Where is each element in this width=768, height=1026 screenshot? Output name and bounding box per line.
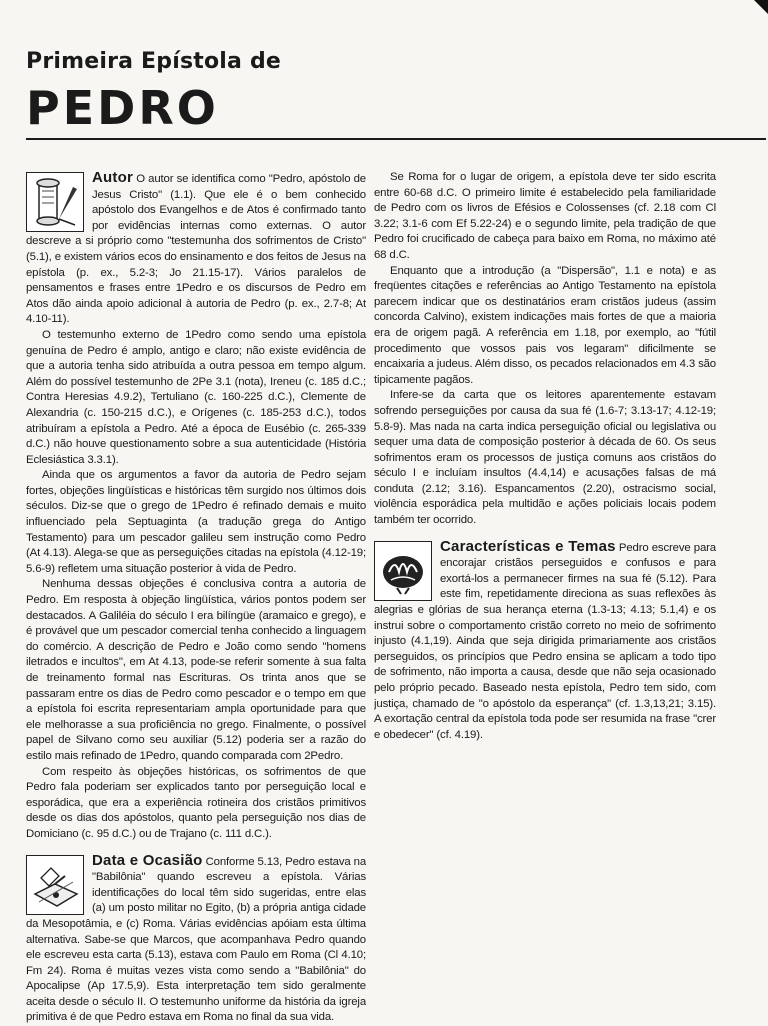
autor-paragraph-2: O testemunho externo de 1Pedro como sendo uma epístola genuína de Pedro é amplo, antigo e claro; não existe evidência de que a autoria tenha sido atribuída a outra pessoa em tempo algum. Além do possível testemunho de 2Pe 3.1 (nota), Ireneu (c. 185 d.C.; Contra Heresias 4.9.2), Tertuliano (c. 160-225 d.C.), Clemente de Alexandria (c. 150-215 d.C.), e Orígenes (c. 185-253 d.C.), todos atribuíram a epístola a Pedro. Até a época de Eusébio (c. 265-339 d.C.) não houve questionamento sobre a sua autenticidade (História Eclesiástica 3.3.1).: [26, 328, 366, 466]
caracteristicas-lead: Pedro escreve para encorajar cristãos perseguidos e confusos e para exortá-los a permanecer firmes na sua fé (5.12). Para este fim, repetidamente direciona as suas reflexões às alegrias e glórias de sua herança eterna (1.3-13; 4.13; 5.1,4) e os instrui sobre o comportamento cristão correto no meio de sofrimento injusto (4.1,19). Ainda que seja dirigida primariamente aos cristãos perseguidos, os princípios que Pedro ensina se aplicam a todo tipo de sofrimento, não importa a causa, desde que não seja ocasionado pelo próprio pecado. Baseado nesta epístola, Pedro tem sido, com justiça, chamado de "o apóstolo da esperança" (cf. 1.3,13,21; 3.15). A exortação central da epístola toda pode ser resumida na frase "crer e obedecer" (cf. 4.19).: [374, 541, 716, 741]
book-title: PEDRO: [26, 81, 219, 135]
section-data: [26, 853, 366, 1026]
section-title-autor: Autor: [92, 170, 133, 186]
page-corner-mark: [754, 0, 768, 14]
header-rule: [26, 138, 766, 140]
right-column: [374, 170, 716, 743]
autor-paragraph-1: O autor se identifica como "Pedro, apóstolo de Jesus Cristo" (1.1). Que ele é o bem conhecido apóstolo dos Evangelhos e de Atos é confirmado tanto por evidências internas como externas. O autor descreve a si próprio como "testemunha dos sofrimentos de Cristo" (5.1), e existem vários ecos do ensinamento e dos feitos de Jesus na epístola (p. ex., 5.2-3; Jo 21.15-17). Vários paralelos de pensamentos e frases entre 1Pedro e os discursos de Pedro em Atos dão ainda apoio adicional à autoria de Pedro (p. ex., 2.7-8; At 4.10-11).: [26, 173, 366, 326]
hourglass-sundial-icon: [26, 855, 84, 915]
autor-paragraph-3: Ainda que os argumentos a favor da autoria de Pedro sejam fortes, objeções lingüísticas e históricas têm surgido nos últimos dois séculos. Diz-se que o grego de 1Pedro é refinado demais e muito influenciado pela Septuaginta (a tradução grega do Antigo Testamento) para um pescador galileu sem instrução como Pedro (At 4.13). Alega-se que as perseguições citadas na epístola (4.12-19; 5.6-9) refletem uma situação posterior à vida de Pedro.: [26, 469, 366, 575]
section-title-caracteristicas: Características e Temas: [440, 538, 616, 555]
book-subtitle: Primeira Epístola de: [26, 49, 282, 74]
left-column: [26, 170, 366, 1026]
autor-paragraph-4: Nenhuma dessas objeções é conclusiva contra a autoria de Pedro. Em resposta à objeção lingüística, vários pontos podem ser destacados. A Galiléia do século I era bilíngüe (aramaico e grego), e é provável que um pescador comercial tenha conhecido a linguagem do comércio. A descrição de Pedro e João como sendo "homens iletrados e incultos", em At 4.13, pode-se referir somente à sua falta de treinamento formal nas Escrituras. Os trinta anos que se passaram entre os dias de Pedro como pescador e o tempo em que a epístola foi escrita representariam ampla oportunidade para que ele melhorasse a sua proficiência no grego. Finalmente, o possível papel de Silvano como seu auxiliar (5.12) poderia ser a razão do estilo mais refinado de 1Pedro, quando comparada com 2Pedro.: [26, 578, 366, 762]
data-paragraph-2: Enquanto que a introdução (a "Dispersão", 1.1 e nota) e as freqüentes citações e referências ao Antigo Testamento na epístola parecem indicar que os destinatários eram cristãos judeus (assim concorda Calvino), existem indicações mais fortes de que a maioria era de origem pagã. A referência em 1.18, por exemplo, ao "fútil procedimento que vossos pais vos legaram" dificilmente se encaixaria a judeus. Além disso, os pecados relacionados em 4.3 são tipicamente pagãos.: [374, 264, 716, 386]
data-paragraph-3: Infere-se da carta que os leitores aparentemente estavam sofrendo perseguições por causa da sua fé (1.6-7; 3.13-17; 4.12-19; 5.8-9). Mas nada na carta indica perseguição oficial ou legislativa ou sequer uma data de composição posterior à década de 60. Os seus sofrimentos eram os processos de justiça comuns aos cristãos do século I e incluíam insultos (4.4,14) e acusações falsas de má conduta (2.12; 3.16). Espancamentos (2.20), ostracismo social, violência esporádica pela multidão e ações policiais locais podem também ter ocorrido.: [374, 389, 716, 527]
section-caracteristicas: [374, 539, 716, 744]
section-title-data: Data e Ocasião: [92, 852, 203, 869]
data-lead: Conforme 5.13, Pedro estava na "Babilônia" quando escreveu a epístola. Várias identificações do local têm sido sugeridas, entre elas (a) um posto militar no Egito, (b) a própria antiga cidade da Mesopotâmia, e (c) Roma. Várias evidências apóiam esta última alternativa. Sabe-se que Marcos, que acompanhava Pedro quando ele escreveu esta carta (5.13), estava com Paulo em Roma (Cl 4.10; Fm 24). Roma é muitas vezes vista como sendo a "Babilônia" do Apocalipse (Ap 17.5,9). Esta interpretação tem sido geralmente aceita desde o século II. O testemunho uniforme da história da igreja primitiva é de que Pedro estava em Roma no final da sua vida.: [26, 855, 366, 1024]
autor-paragraph-5: Com respeito às objeções históricas, os sofrimentos de que Pedro fala poderiam ser explicados tanto por perseguição local e esporádica, que era a experiência rotineira dos cristãos primitivos desde os dias dos apóstolos, quanto pela perseguição nos dias de Domiciano (c. 95 d.C.) ou de Trajano (c. 111 d.C.).: [26, 765, 366, 840]
scroll-quill-icon: [26, 172, 84, 232]
page-header: [26, 48, 766, 134]
sheaf-of-wheat-icon: [374, 541, 432, 601]
section-autor: [26, 170, 366, 328]
data-paragraph-1: Se Roma for o lugar de origem, a epístola deve ter sido escrita entre 60-68 d.C. O primeiro limite é estabelecido pela familiaridade de Pedro com os livros de Efésios e Colossenses (cf. 2.18 com Cl 3.22; 3.1-6 com Ef 5.22-24) e o segundo limite, pela tradição de que Pedro foi crucificado de cabeça para baixo em Roma, no máximo até 68 d.C.: [374, 171, 716, 261]
